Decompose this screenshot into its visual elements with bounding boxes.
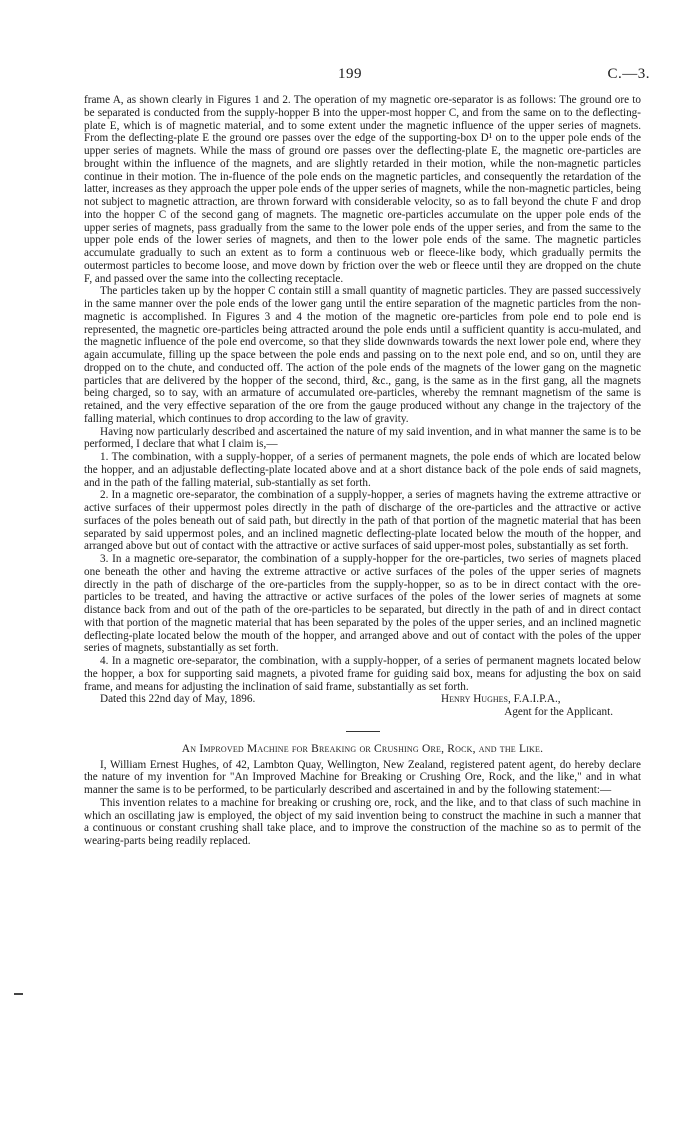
page-number: 199: [338, 66, 362, 82]
agent-line: Agent for the Applicant.: [504, 706, 613, 718]
signoff-row: [84, 693, 641, 706]
section-divider: [346, 731, 380, 732]
section-title: An Improved Machine for Breaking or Crushing Ore, Rock, and the Like.: [181, 742, 544, 755]
claim-1: 1. The combination, with a supply-hopper, of a series of permanent magnets, the pole ends of which are located below the hopper, and an adjustable deflecting-plate located above and at a short distance back of the pole ends of said magnets, and in the path of the falling material, sub-stantially as set forth.: [84, 451, 641, 489]
claim-2: 2. In a magnetic ore-separator, the combination of a supply-hopper, a series of magnets having the extreme attractive or active surfaces of their uppermost poles directly in the path of discharge of the ore-particles and the attractive or active surfaces of the poles beneath out of said path, but directly in the path of that portion of the magnetic material that has been separated by said uppermost poles, and an inclined magnetic deflecting-plate located below the mouth of the hopper, and arranged above but out of contact with the attractive or active surfaces of said upper-most poles, substantially as set forth.: [84, 489, 641, 553]
margin-dash-mark: [14, 993, 23, 995]
page-reference: C.—3.: [607, 66, 650, 82]
signatory-name: Henry Hughes: [441, 693, 508, 706]
signature: [441, 693, 641, 706]
paragraph-claim-intro: Having now particularly described and ascertained the nature of my said invention, and in what manner the same is to be performed, I declare that what I claim is,—: [84, 425, 641, 451]
section2-description: This invention relates to a machine for breaking or crushing ore, rock, and the like, and to that class of such machine in which an oscillating jaw is employed, the object of my said invention being to construct the machine in such a manner that a continuous or constant crushing shall take place, and to improve the construction of the machine so as to permit of the wearing-parts being readily replaced.: [84, 796, 641, 847]
claim-3: 3. In a magnetic ore-separator, the combination of a supply-hopper for the ore-particles, two series of magnets placed one beneath the other and having the extreme attractive or active surfaces of the poles of the upper series of magnets directly in the path of discharge of the ore-particles from the supply-hopper, so as to be in direct contact with the ore-particles to be treated, and having the attractive or active surfaces of the poles of the lower series of magnets at some distance back from and out of the path of the ore-particles to be separated, but directly in the path of and in direct contact with that portion of the magnetic material that has been separated by the poles of the upper series, and an inclined magnetic deflecting-plate located below the mouth of the hopper, and arranged above and out of contact with the poles of the upper series of magnets, substantially as set forth.: [84, 553, 641, 655]
dated-line: Dated this 22nd day of May, 1896.: [100, 693, 256, 706]
paragraph-particles: The particles taken up by the hopper C contain still a small quantity of magnetic particles. They are passed successively in the same manner over the pole ends of the lower gang until the entire separation of the magnetic particles from the non-magnetic is accomplished. In Figures 3 and 4 the motion of the magnetic ore-particles from pole end to pole end is represented, the magnetic ore-particles being attracted around the pole ends until a sufficient quantity is accu-mulated, and the magnetic influence of the pole end overcome, so that they slide downwards towards the next lower pole end, where they again accumulate, filling up the space between the pole ends and passing on to the next pole end, and so on, until they are dropped on to the chute, and conducted off. The action of the pole ends of the magnets of the lower gang on the magnetic particles that are delivered by the hopper of the second, third, &c., gang, is the same as in the first gang, all the magnets being charged, so to say, with an armature of accumulated ore-particles, whereby the remnant magnetism of the same is retained, and the very effective separation of the ore from the gauge produced without any change in the trajectory of the falling material, which continues to drop according to the law of gravity.: [84, 285, 641, 425]
body-text: [84, 94, 641, 848]
claim-4: 4. In a magnetic ore-separator, the combination, with a supply-hopper, of a series of permanent magnets located below the hopper, a box for supporting said magnets, a pivoted frame for guiding said box, means for adjusting the box on said frame, and means for adjusting the inclination of said frame, substantially as set forth.: [84, 655, 641, 693]
paragraph-operation: frame A, as shown clearly in Figures 1 and 2. The operation of my magnetic ore-separator is as follows: The ground ore to be separated is conducted from the supply-hopper B into the upper-most hopper C, and from the same on to the deflecting-plate E, which is of magnetic material, and to some extent under the magnetic influence of the upper series of magnets. From the deflecting-plate E the ground ore passes over the edge of the supporting-box D¹ on to the upper pole ends of the upper series of magnets. While the mass of ground ore passes over the deflecting-plate E, the magnetic ore-particles are brought within the influence of the magnets, and are slightly retarded in their motion, while the non-magnetic particles continue in their motion. The in-fluence of the pole ends on the magnetic particles, and consequently the retardation of the latter, increases as they approach the upper pole ends of the upper series of magnets, while the non-magnetic particles, being not subject to magnetic attraction, are thrown forward with considerable velocity, so as to fall beyond the chute F and drop into the hopper C of the second gang of magnets. The magnetic ore-particles accumulate on the upper pole ends of the upper series of magnets, pass gradually from the same to the lower pole ends of the upper series, and from the same to the upper pole ends of the lower series of magnets, and then to the lower pole ends of the same. The magnetic particles accumulate gradually to such an extent as to form a continuous web or fleece-like body, which gradually permits the outermost particles to become loose, and move down by friction over the web or fleece until they are dropped on the chute F, and passed over the same into the collecting receptacle.: [84, 94, 641, 285]
signatory-credentials: , F.A.I.P.A.,: [507, 693, 561, 706]
section2-declaration: I, William Ernest Hughes, of 42, Lambton Quay, Wellington, New Zealand, registered patent agent, do hereby declare the nature of my invention for "An Improved Machine for Breaking or Crushing Ore, Rock, and the like," and in what manner the same is to be performed, to be particularly described and ascertained in and by the following statement:—: [84, 758, 641, 796]
